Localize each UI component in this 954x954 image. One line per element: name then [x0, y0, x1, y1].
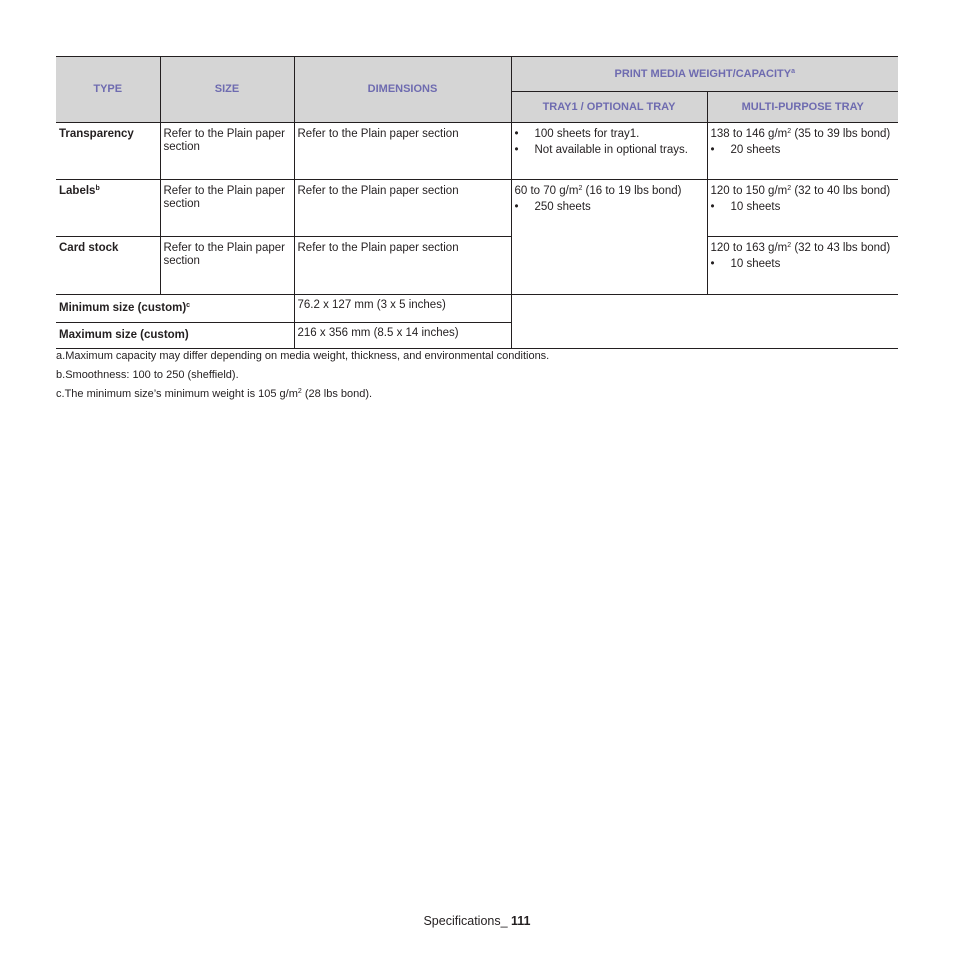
list-item: • Not available in optional trays. [515, 144, 704, 157]
table-row [56, 123, 898, 180]
shared-tray1-cell [511, 180, 707, 295]
footnote-a: a.Maximum capacity may differ depending on media weight, thickness, and environmental conditions. [56, 350, 550, 362]
list-item: • 20 sheets [711, 144, 896, 157]
header-size: SIZE [160, 57, 294, 123]
footer-section: Specifications_ [423, 914, 512, 928]
row-type: Transparency [56, 123, 160, 180]
max-size-value: 216 x 356 mm (8.5 x 14 inches) [294, 323, 511, 349]
media-specs-table [56, 56, 898, 349]
row-type: Card stock [56, 237, 160, 295]
page-footer [0, 914, 954, 928]
header-mp-tray: MULTI-PURPOSE TRAY [707, 92, 898, 123]
header-dimensions: DIMENSIONS [294, 57, 511, 123]
tray1-weight: 60 to 70 $g/m^2$ (16 to 19 lbs bond) [514, 185, 682, 197]
header-capacity: PRINT MEDIA WEIGHT/CAPACITY$^a$ [511, 57, 898, 92]
table-row-min-custom [56, 295, 898, 323]
footnote-ref-b: b [95, 185, 100, 192]
mp-weight: 120 to 150 $g/m^2$ (32 to 40 lbs bond) [710, 185, 891, 197]
footnote-b: b.Smoothness: 100 to 250 (sheffield). [56, 369, 239, 381]
header-tray1: TRAY1 / OPTIONAL TRAY [511, 92, 707, 123]
min-size-value: 76.2 x 127 mm (3 x 5 inches) [294, 295, 511, 323]
row-mp-tray [707, 180, 898, 237]
mp-weight: 138 to 146 $g/m^2$ (35 to 39 lbs bond) [710, 128, 891, 140]
row-dimensions: Refer to the Plain paper section [294, 123, 511, 180]
row-size: Refer to the Plain paper section [160, 180, 294, 237]
list-item: • 10 sheets [711, 201, 896, 214]
min-size-label: Minimum size (custom)$^c$ [56, 295, 294, 323]
row-size: Refer to the Plain paper section [160, 123, 294, 180]
list-item: • 10 sheets [711, 258, 896, 271]
blank-merged-cell [511, 295, 898, 349]
max-size-label: Maximum size (custom) [56, 323, 294, 349]
footnote-ref-c: c [186, 301, 191, 309]
row-mp-tray [707, 237, 898, 295]
footnotes [56, 350, 898, 407]
list-item: • 100 sheets for tray1. [515, 128, 704, 141]
list-item: • 250 sheets [515, 201, 704, 214]
row-tray1 [511, 123, 707, 180]
footnote-ref-a: a [791, 67, 796, 75]
row-type: Labels$^b$ [56, 180, 160, 237]
header-type: TYPE [56, 57, 160, 123]
mp-weight: 120 to 163 $g/m^2$ (32 to 43 lbs bond) [710, 242, 891, 254]
page-number: 111 [511, 914, 531, 928]
row-dimensions: Refer to the Plain paper section [294, 180, 511, 237]
table-row [56, 237, 898, 295]
footnote-c: c.The minimum size’s minimum weight is 105 $g/m^2$ (28 lbs bond). [56, 388, 373, 400]
table-row [56, 180, 898, 237]
row-dimensions: Refer to the Plain paper section [294, 237, 511, 295]
row-size: Refer to the Plain paper section [160, 237, 294, 295]
row-mp-tray [707, 123, 898, 180]
